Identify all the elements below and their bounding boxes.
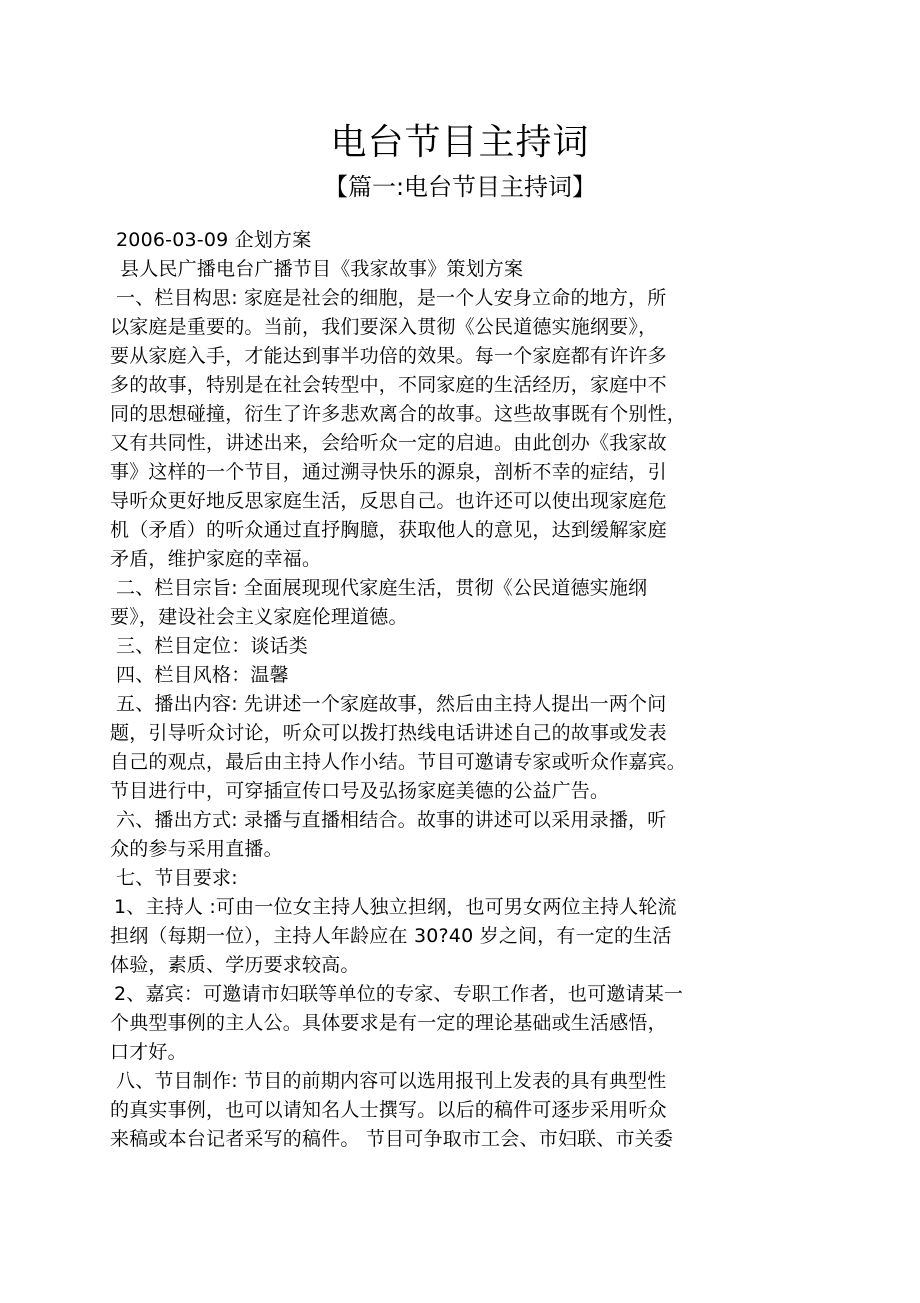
- text-line: 要从家庭入手，才能达到事半功倍的效果。每一个家庭都有许许多: [110, 345, 667, 367]
- text-line: 八、节目制作: 节目的前期内容可以选用报刊上发表的具有典型性: [116, 1070, 667, 1092]
- document-title: 电台节目主持词: [330, 122, 590, 163]
- text-line: 1、主持人 :可由一位女主持人独立担纲，也可男女两位主持人轮流: [114, 896, 677, 918]
- text-line: 个典型事例的主人公。具体要求是有一定的理论基础或生活感悟，: [110, 1012, 667, 1034]
- text-line: 二、栏目宗旨: 全面展现现代家庭生活，贯彻《公民道德实施纲: [116, 577, 648, 599]
- text-line: 要》，建设社会主义家庭伦理道德。: [110, 606, 408, 628]
- text-line: 同的思想碰撞，衍生了许多悲欢离合的故事。这些故事既有个别性，: [110, 403, 687, 425]
- text-line: 四、栏目风格：温馨: [116, 664, 289, 686]
- text-line: 一、栏目构思: 家庭是社会的细胞，是一个人安身立命的地方，所: [116, 287, 667, 309]
- text-line: 七、节目要求:: [116, 867, 238, 889]
- text-line: 县人民广播电台广播节目《我家故事》策划方案: [120, 258, 524, 280]
- text-line: 题，引导听众讨论，听众可以拨打热线电话讲述自己的故事或发表: [110, 722, 667, 744]
- text-line: 事》这样的一个节目，通过溯寻快乐的源泉，剖析不幸的症结，引: [110, 461, 667, 483]
- text-line: 担纲（每期一位），主持人年龄应在 30?40 岁之间，有一定的生活: [110, 925, 672, 947]
- text-line: 三、栏目定位：谈话类: [116, 635, 309, 657]
- text-line: 以家庭是重要的。当前，我们要深入贯彻《公民道德实施纲要》，: [110, 316, 658, 338]
- text-line: 众的参与采用直播。: [110, 838, 283, 860]
- text-line: 2006-03-09 企划方案: [116, 229, 312, 251]
- text-line: 节目进行中，可穿插宣传口号及弘扬家庭美德的公益广告。: [110, 780, 610, 802]
- text-line: 机（矛盾）的听众通过直抒胸臆，获取他人的意见，达到缓解家庭: [110, 519, 667, 541]
- text-line: 又有共同性，讲述出来，会给听众一定的启迪。由此创办《我家故: [110, 432, 667, 454]
- text-line: 自己的观点，最后由主持人作小结。节目可邀请专家或听众作嘉宾。: [110, 751, 687, 773]
- text-line: 导听众更好地反思家庭生活，反思自己。也许还可以使出现家庭危: [110, 490, 667, 512]
- text-line: 的真实事例，也可以请知名人士撰写。以后的稿件可逐步采用听众: [110, 1099, 667, 1121]
- text-line: 来稿或本台记者采写的稿件。 节目可争取市工会、市妇联、市关委: [110, 1128, 674, 1150]
- text-line: 多的故事，特别是在社会转型中，不同家庭的生活经历，家庭中不: [110, 374, 667, 396]
- text-line: 六、播出方式: 录播与直播相结合。故事的讲述可以采用录播，听: [116, 809, 667, 831]
- text-line: 口才好。: [110, 1041, 187, 1063]
- text-line: 体验，素质、学历要求较高。: [110, 954, 360, 976]
- text-line: 矛盾，维护家庭的幸福。: [110, 548, 322, 570]
- document-subtitle: 【篇一:电台节目主持词】: [323, 173, 597, 201]
- text-line: 五、播出内容: 先讲述一个家庭故事，然后由主持人提出一两个问: [116, 693, 667, 715]
- text-line: 2、嘉宾：可邀请市妇联等单位的专家、专职工作者，也可邀请某一: [114, 983, 684, 1005]
